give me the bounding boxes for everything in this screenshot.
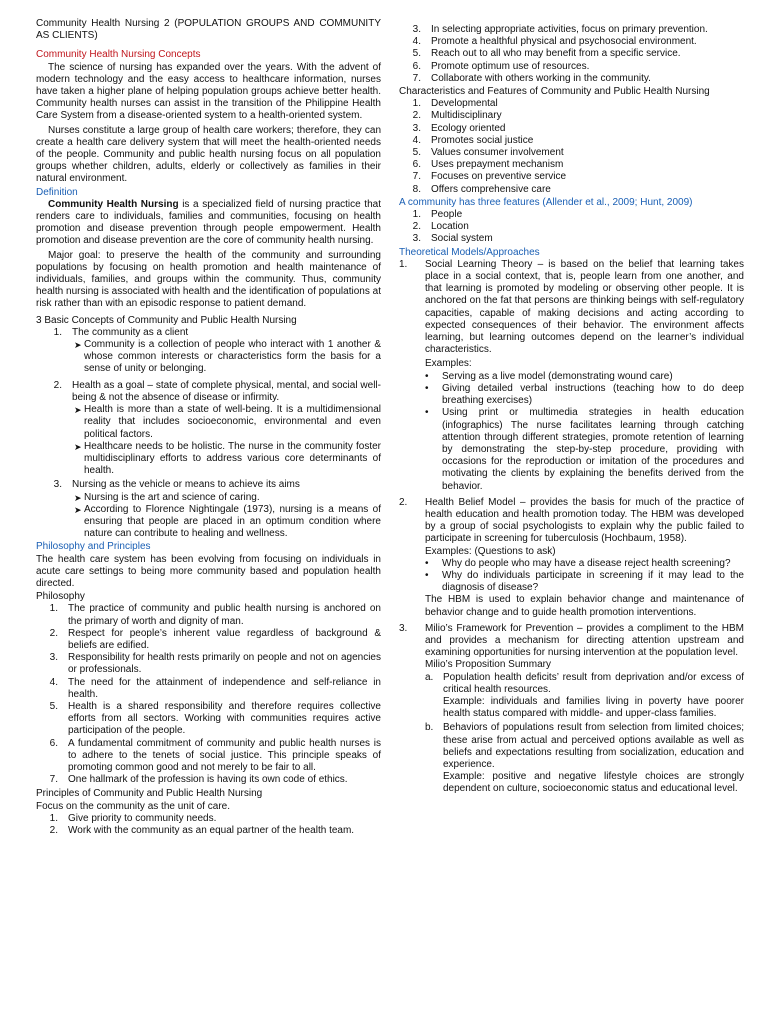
arrow-bullet-icon: ➤ <box>74 504 82 515</box>
milio-summary-label: Milio’s Proposition Summary <box>425 659 551 671</box>
bullet-icon: • <box>425 382 429 394</box>
list-item <box>425 722 744 795</box>
arrow-list <box>36 492 381 541</box>
principles-list <box>36 813 381 837</box>
list-text: Respect for people’s inherent value regardless of background & beliefs are edified. <box>68 627 381 651</box>
milio-a: Population health deficits’ result from deprivation and/or excess of critical health resources. <box>443 671 744 695</box>
list-item <box>36 738 381 775</box>
list-item <box>74 441 381 478</box>
list-number: 3. <box>412 24 421 35</box>
list-number: 7. <box>412 72 421 84</box>
slt-examples-label: Examples: <box>425 358 472 370</box>
list-item <box>399 209 744 221</box>
list-item <box>399 73 744 85</box>
list-number: 2. <box>412 221 421 233</box>
list-item <box>399 48 744 60</box>
list-text: One hallmark of the profession is having its own code of ethics. <box>68 774 348 786</box>
definition-text: is a specialized field of nursing practice that renders care to individuals, families and communities, focusing on health promotion and disease prevention through people empowerment. Health promotion and disease prevention are the core of community health nursing. <box>36 198 381 247</box>
list-text: Reach out to all who may benefit from a specific service. <box>431 48 681 60</box>
list-item <box>399 147 744 159</box>
list-item <box>399 24 744 36</box>
list-number: 5. <box>412 48 421 60</box>
list-item <box>425 672 744 721</box>
list-item <box>425 407 744 492</box>
list-text: Promotes social justice <box>431 134 534 146</box>
list-text: The need for the attainment of independence and self-reliance in health. <box>68 676 381 700</box>
list-item <box>399 98 744 110</box>
list-text: Healthcare needs to be holistic. The nurse in the community foster multidisciplinary efforts to address various core determinants of health. <box>84 440 381 477</box>
characteristics-list <box>399 98 744 196</box>
slt-examples-list <box>425 371 744 493</box>
list-text: Work with the community as an equal partner of the health team. <box>68 825 355 836</box>
list-number: 2. <box>49 825 58 836</box>
list-number: 2. <box>412 110 421 122</box>
list-item <box>40 380 381 404</box>
hbm-after: The HBM is used to explain behavior change and maintenance of behavior change and to guide health promotion interventions. <box>425 594 744 618</box>
list-text: Why do individuals participate in screening if it may lead to the diagnosis of disease? <box>442 569 744 594</box>
list-text: According to Florence Nightingale (1973), nursing is a means of ensuring that people are placed in an optimum condition where nature can contribute to healing and wellness. <box>84 503 381 540</box>
list-text: Why do people who may have a disease reject health screening? <box>442 557 731 569</box>
list-text: Values consumer involvement <box>431 147 564 159</box>
list-number: 6. <box>49 737 58 749</box>
bullet-icon: • <box>425 569 429 581</box>
list-item <box>399 159 744 171</box>
list-text: Promote a healthful physical and psychosocial environment. <box>431 36 697 48</box>
list-number: 4. <box>412 36 421 48</box>
concepts-paragraph-2: Nurses constitute a large group of health care workers; therefore, they can create a health care delivery system that will meet the health-oriented needs of the people. Community and public health nursing focus on all population groups whether children, adults, elderly or collectively as families in their natural environment. <box>36 124 381 185</box>
list-text: Promote optimum use of resources. <box>431 60 590 72</box>
list-number: 3. <box>49 652 58 664</box>
milio-b-example: Example: positive and negative lifestyle choices are strongly dependent on culture, socioeconomic status and educational level. <box>443 771 744 795</box>
list-text: A fundamental commitment of community and public health nurses is to adhere to the tenets of social justice. This principle speaks of promoting common good and not merely to be fair to all. <box>68 737 381 773</box>
left-column <box>36 18 381 1024</box>
list-item <box>36 813 381 825</box>
basic-concepts-heading: 3 Basic Concepts of Community and Public Health Nursing <box>36 314 297 326</box>
major-goal-paragraph: Major goal: to preserve the health of the community and surrounding populations by focusing on health promotion and health maintenance of individuals, families, and groups within the community. Thus, community health nursing is associated with health and the identification of populations at risk rather than with an episodic response to patient demand. <box>36 249 381 310</box>
list-number: 5. <box>412 147 421 159</box>
list-number: 1. <box>412 98 421 110</box>
list-letter: a. <box>425 671 434 683</box>
arrow-bullet-icon: ➤ <box>74 441 82 452</box>
list-text: The community as a client <box>72 326 189 338</box>
list-item <box>74 504 381 541</box>
arrow-bullet-icon: ➤ <box>74 405 82 416</box>
list-text: Community is a collection of people who interact with 1 another & whose common interests or characteristics form the basis for a sense of unity or belonging. <box>84 339 381 375</box>
list-item <box>425 371 744 383</box>
list-item <box>36 603 381 627</box>
hbm-examples-label: Examples: (Questions to ask) <box>425 545 556 557</box>
philosophy-heading: Philosophy <box>36 591 85 603</box>
list-item <box>399 233 744 245</box>
features-list <box>399 209 744 246</box>
list-text: Nursing as the vehicle or means to achieve its aims <box>72 479 300 491</box>
list-text: Uses prepayment mechanism <box>431 159 564 171</box>
page-title: Community Health Nursing 2 (POPULATION GROUPS AND COMMUNITY AS CLIENTS) <box>36 18 381 42</box>
list-text: Focuses on preventive service <box>431 171 567 183</box>
features-heading: A community has three features (Allender et al., 2009; Hunt, 2009) <box>399 196 693 208</box>
models-heading: Theoretical Models/Approaches <box>399 246 540 258</box>
list-text: Nursing is the art and science of caring. <box>84 491 260 503</box>
list-number: 2. <box>53 379 62 391</box>
model-health-belief <box>399 497 744 619</box>
arrow-bullet-icon: ➤ <box>74 492 82 503</box>
list-text: In selecting appropriate activities, focus on primary prevention. <box>431 24 708 35</box>
list-item <box>74 404 381 441</box>
list-item <box>74 339 381 376</box>
list-item <box>399 135 744 147</box>
list-number: 4. <box>412 134 421 146</box>
list-text: Social system <box>431 233 493 245</box>
arrow-list <box>36 339 381 376</box>
list-number: 3. <box>399 622 408 634</box>
bullet-icon: • <box>425 407 429 419</box>
philosophy-list <box>36 603 381 786</box>
list-text: Give priority to community needs. <box>68 812 217 824</box>
list-item <box>399 61 744 73</box>
principles-intro: Focus on the community as the unit of care. <box>36 800 230 812</box>
arrow-bullet-icon: ➤ <box>74 340 82 351</box>
slt-text: Social Learning Theory – is based on the belief that learning takes place in a social context, that is, people learn from one another, and that learning is promoted by modeling or observing other people. It is anchored on the fat that persons are thinking beings with self-regulatory capacities, capable of making decisions and acting according to expected consequences of their behavior. The environment affects learning, but learning outcomes depend on the learner’s individual characteristics. <box>425 258 744 356</box>
list-item <box>425 570 744 594</box>
list-text: People <box>431 209 463 221</box>
hbm-examples-list <box>425 558 744 595</box>
list-text: Serving as a live model (demonstrating wound care) <box>442 370 673 382</box>
definition-term: Community Health Nursing <box>48 198 179 210</box>
milio-a-example: Example: individuals and families living in poverty have poorer health status compared with middle- and upper-class families. <box>443 695 744 720</box>
list-text: Developmental <box>431 98 498 110</box>
right-column <box>399 18 744 1024</box>
list-item <box>36 677 381 701</box>
definition-heading: Definition <box>36 186 78 198</box>
list-item <box>36 774 381 786</box>
list-item <box>425 383 744 407</box>
basic-concepts-list <box>36 380 381 404</box>
list-item <box>399 110 744 122</box>
list-text: Giving detailed verbal instructions (teaching how to do deep breathing exercises) <box>442 382 744 407</box>
list-number: 2. <box>399 496 408 508</box>
hbm-text: Health Belief Model – provides the basis for much of the practice of health education and health promotion today. The HBM was developed by a group of social psychologists to explain why the public failed to participate in screening for tuberculosis (Hochbaum, 1958). <box>425 496 744 545</box>
list-item <box>74 492 381 504</box>
milio-propositions <box>425 672 744 796</box>
list-item <box>399 184 744 196</box>
list-number: 1. <box>53 326 62 338</box>
list-text: Responsibility for health rests primarily on people and not on agencies or professionals. <box>68 652 381 676</box>
list-number: 3. <box>53 479 62 491</box>
bullet-icon: • <box>425 370 429 382</box>
list-item <box>36 628 381 652</box>
arrow-list <box>36 404 381 477</box>
list-number: 8. <box>412 183 421 195</box>
list-item <box>36 825 381 837</box>
list-item <box>399 171 744 183</box>
list-letter: b. <box>425 722 434 734</box>
milio-b: Behaviors of populations result from selection from limited choices; these arise from actual and perceived options available as well as beliefs and expectations resulting from socialization, education and experience. <box>443 722 744 770</box>
list-text: The practice of community and public health nursing is anchored on the primary of worth and dignity of man. <box>68 603 381 627</box>
list-text: Ecology oriented <box>431 122 506 134</box>
list-number: 3. <box>412 122 421 134</box>
characteristics-heading: Characteristics and Features of Community and Public Health Nursing <box>399 86 710 98</box>
model-social-learning-theory <box>399 259 744 493</box>
list-text: Multidisciplinary <box>431 110 502 122</box>
list-text: Offers comprehensive care <box>431 183 551 195</box>
list-item <box>40 327 381 339</box>
model-milio-framework <box>399 623 744 796</box>
list-item <box>36 701 381 738</box>
bullet-icon: • <box>425 557 429 569</box>
list-item <box>399 123 744 135</box>
list-number: 1. <box>49 603 58 615</box>
definition-paragraph <box>36 199 381 248</box>
list-item <box>425 558 744 570</box>
list-item <box>399 221 744 233</box>
basic-concepts-list <box>36 327 381 339</box>
milio-text: Milio’s Framework for Prevention – provides a compliment to the HBM and provides a mechanism for directing attention upstream and examining opportunities for nursing intervention at the population level. <box>425 622 744 659</box>
list-item <box>40 479 381 491</box>
concepts-heading: Community Health Nursing Concepts <box>36 49 201 61</box>
list-number: 6. <box>412 159 421 171</box>
list-text: Location <box>431 221 469 233</box>
philosophy-intro: The health care system has been evolving from focusing on individuals in acute care settings to being more community based and population health directed. <box>36 553 381 589</box>
list-text: Collaborate with others working in the community. <box>431 72 651 84</box>
list-number: 6. <box>412 60 421 72</box>
list-text: Health as a goal – state of complete physical, mental, and social well-being & not the absence of disease or infirmity. <box>72 379 381 403</box>
principles-heading: Principles of Community and Public Health Nursing <box>36 788 263 800</box>
theoretical-models-list <box>399 259 744 796</box>
basic-concepts-list <box>36 479 381 491</box>
list-number: 3. <box>412 233 421 245</box>
philosophy-principles-heading: Philosophy and Principles <box>36 541 151 553</box>
list-number: 7. <box>49 774 58 786</box>
list-item <box>399 36 744 48</box>
list-text: Health is a shared responsibility and therefore requires collective efforts from all sectors. Working with communities requires active participation of the people. <box>68 700 381 737</box>
list-number: 4. <box>49 676 58 688</box>
list-number: 5. <box>49 700 58 712</box>
list-number: 2. <box>49 627 58 639</box>
list-item <box>36 652 381 676</box>
list-text: Health is more than a state of well-being. It is a multidimensional reality that includes socioeconomic, environmental and even political factors. <box>84 404 381 440</box>
concepts-paragraph-1: The science of nursing has expanded over the years. With the advent of modern technology and the easy access to healthcare information, nurses have taken a higher plane of helping population groups achieve better health. Community health nurses can assist in the transition of the Philippine Health Care System from a disease-oriented system to a health-oriented system. <box>36 61 381 122</box>
list-number: 7. <box>412 171 421 183</box>
principles-list-continued <box>399 24 744 85</box>
list-number: 1. <box>412 209 421 221</box>
list-number: 1. <box>399 258 408 270</box>
list-text: Using print or multimedia strategies in health education (infographics) The nurse facilitates learning through catching attention through different strategies, promote retention of learning by demonstrating the step-by-step procedure, providing with occasions for the reproduction or imitation of the procedures and motivating the clients by explaining the benefits derived from the behavior. <box>442 407 744 492</box>
list-number: 1. <box>49 812 58 824</box>
